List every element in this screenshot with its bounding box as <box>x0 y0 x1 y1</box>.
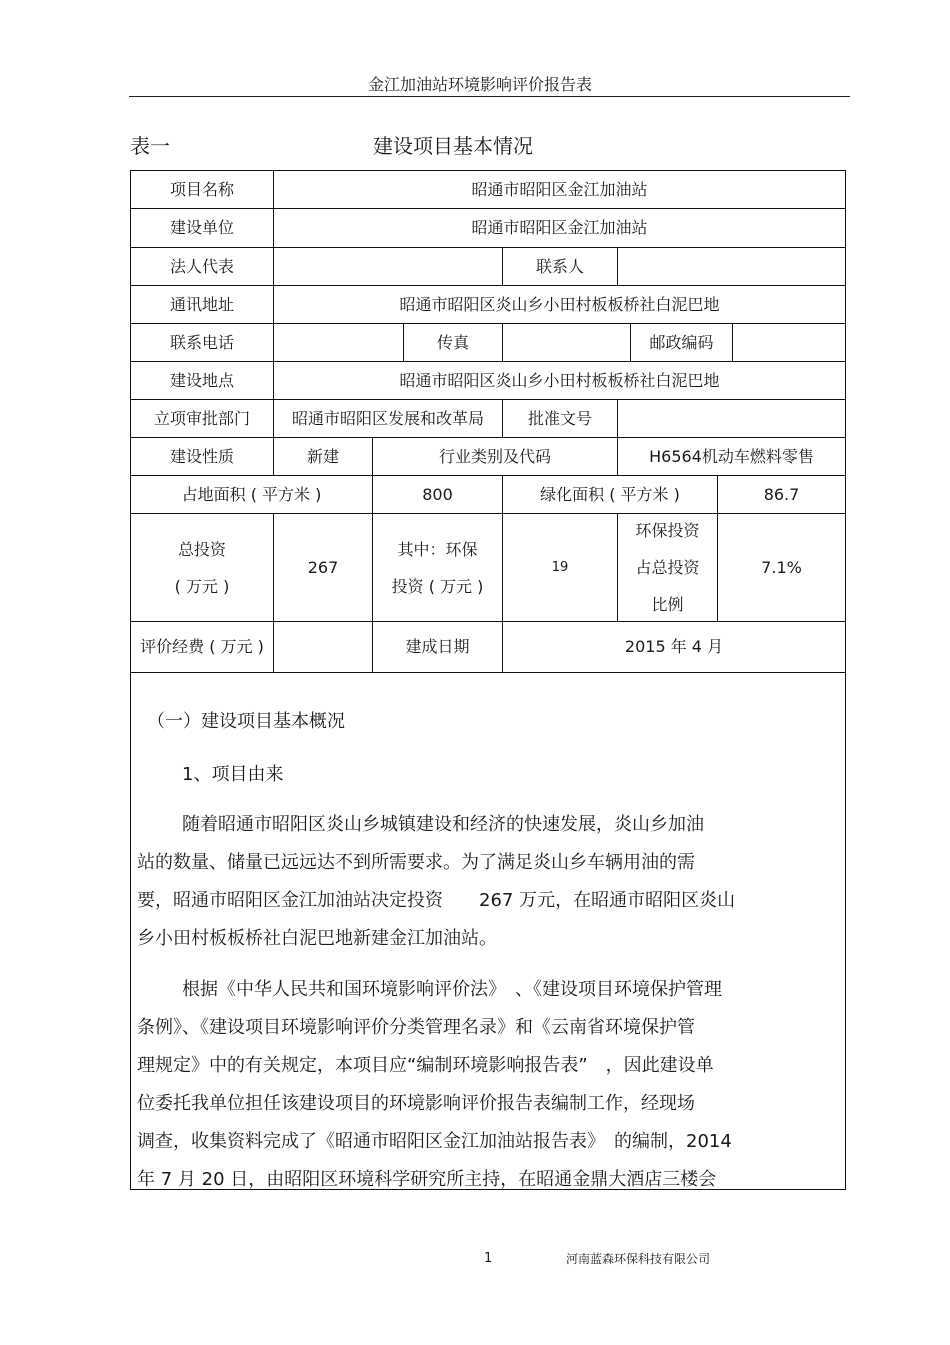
postcode-value <box>733 324 845 362</box>
paragraph-line: 随着昭通市昭阳区炎山乡城镇建设和经济的快速发展，炎山乡加油 <box>182 814 704 835</box>
footer-company: 河南蓝森环保科技有限公司 <box>566 1252 711 1266</box>
fee-label: 评价经费 ( 万元 ) <box>131 622 274 673</box>
site-label: 建设地点 <box>131 362 274 400</box>
invest-label-line-1: 总投资 <box>177 539 226 559</box>
nature-value: 新建 <box>274 438 373 476</box>
phone-value <box>274 324 404 362</box>
report-header-title: 金江加油站环境影响评价报告表 <box>367 75 592 94</box>
table-label: 表一 <box>130 134 170 158</box>
ratio-label-line-3: 比例 <box>651 595 684 614</box>
green-value: 86.7 <box>718 476 845 514</box>
contact-label: 联系人 <box>503 248 618 286</box>
project-name-value: 昭通市昭阳区金江加油站 <box>274 171 845 209</box>
fax-value <box>503 324 631 362</box>
paragraph-line: 位委托我单位担任该建设项目的环境影响评价报告表编制工作，经现场 <box>137 1093 695 1114</box>
section-title: （一）建设项目基本概况 <box>147 711 345 732</box>
invest-value: 267 <box>274 514 373 622</box>
paragraph-line: 站的数量、储量已远远达不到所需要求。为了满足炎山乡车辆用油的需 <box>137 852 695 873</box>
approval-no-value <box>618 400 845 438</box>
nature-label: 建设性质 <box>131 438 274 476</box>
env-invest-value: 19 <box>503 514 618 622</box>
paragraph-line: 调查，收集资料完成了《昭通市昭阳区金江加油站报告表》 的编制，2014 <box>137 1131 732 1152</box>
area-value: 800 <box>373 476 503 514</box>
paragraph-line: 根据《中华人民共和国环境影响评价法》 、《建设项目环境保护管理 <box>182 979 722 1000</box>
paragraph-line: 乡小田村板板桥社白泥巴地新建金江加油站。 <box>137 928 497 949</box>
green-label: 绿化面积 ( 平方米 ) <box>503 476 718 514</box>
fax-label: 传真 <box>404 324 503 362</box>
env-invest-label-line-2: 投资 ( 万元 ) <box>391 576 484 596</box>
phone-label: 联系电话 <box>131 324 274 362</box>
fee-value <box>274 622 373 673</box>
date-value: 2015 年 4 月 <box>503 622 845 673</box>
paragraph-line: 理规定》中的有关规定，本项目应“编制环境影响报告表” ，因此建设单 <box>137 1055 714 1076</box>
sub-title: 1、项目由来 <box>182 764 284 785</box>
header-rule <box>129 96 850 97</box>
legal-rep-value <box>274 248 503 286</box>
area-label: 占地面积 ( 平方米 ) <box>131 476 373 514</box>
approval-dept-value: 昭通市昭阳区发展和改革局 <box>274 400 503 438</box>
paragraph-line: 年 7 月 20 日，由昭阳区环境科学研究所主持，在昭通金鼎大酒店三楼会 <box>137 1169 717 1190</box>
legal-rep-label: 法人代表 <box>131 248 274 286</box>
address-label: 通讯地址 <box>131 286 274 324</box>
ratio-label-line-2: 占总投资 <box>635 558 700 577</box>
invest-label <box>131 514 274 622</box>
builder-label: 建设单位 <box>131 209 274 248</box>
date-label: 建成日期 <box>373 622 503 673</box>
ratio-label <box>618 514 718 622</box>
env-invest-label-line-1: 其中：环保 <box>397 539 478 559</box>
project-name-label: 项目名称 <box>131 171 274 209</box>
approval-dept-label: 立项审批部门 <box>131 400 274 438</box>
contact-value <box>618 248 845 286</box>
builder-value: 昭通市昭阳区金江加油站 <box>274 209 845 248</box>
invest-label-line-2: ( 万元 ) <box>174 576 230 596</box>
page-number: 1 <box>484 1251 493 1266</box>
industry-value: H6564机动车燃料零售 <box>618 438 845 476</box>
postcode-label: 邮政编码 <box>631 324 733 362</box>
ratio-value: 7.1% <box>718 514 845 622</box>
paragraph-line: 要，昭通市昭阳区金江加油站决定投资 267 万元，在昭通市昭阳区炎山 <box>137 890 736 911</box>
site-value: 昭通市昭阳区炎山乡小田村板板桥社白泥巴地 <box>274 362 845 400</box>
ratio-label-line-1: 环保投资 <box>635 521 700 540</box>
table-heading: 建设项目基本情况 <box>373 134 533 158</box>
paragraph-line: 条例》、《建设项目环境影响评价分类管理名录》和《云南省环境保护管 <box>137 1017 695 1038</box>
address-value: 昭通市昭阳区炎山乡小田村板板桥社白泥巴地 <box>274 286 845 324</box>
approval-no-label: 批准文号 <box>503 400 618 438</box>
env-invest-label <box>373 514 503 622</box>
industry-label: 行业类别及代码 <box>373 438 618 476</box>
